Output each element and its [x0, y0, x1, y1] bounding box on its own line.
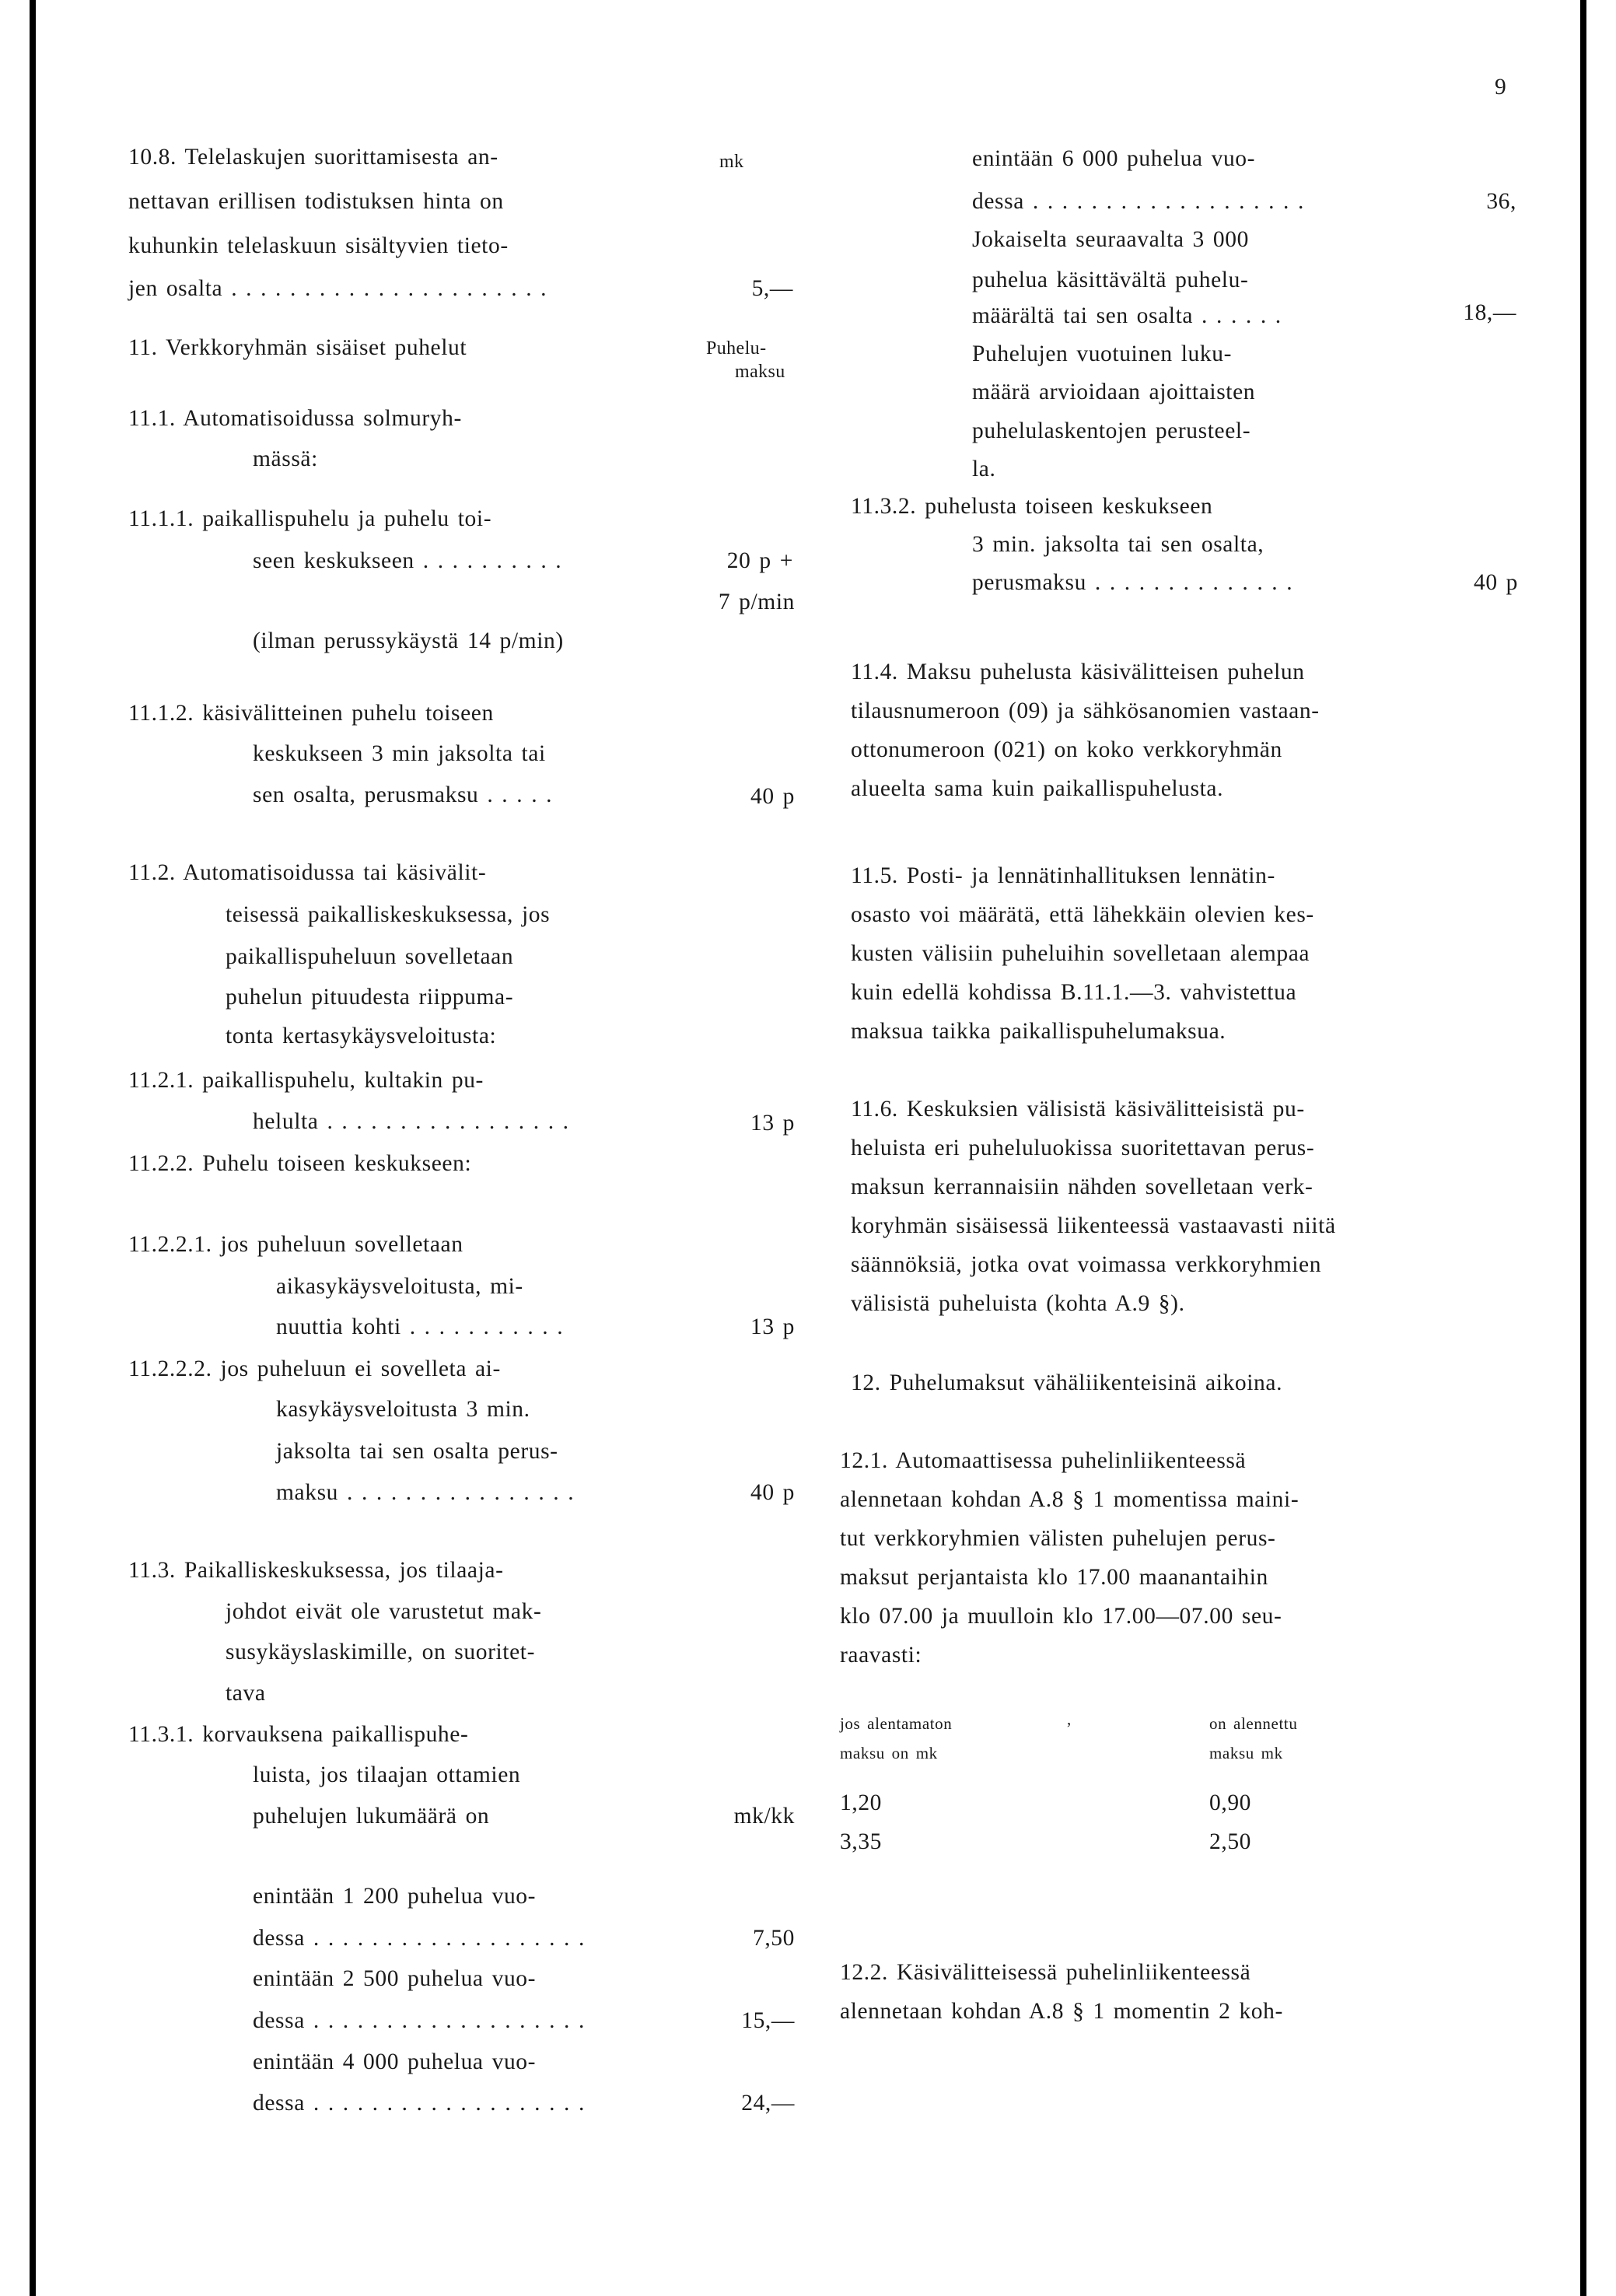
section-11-1-1-line: seen keskukseen . . . . . . . . . .	[253, 548, 562, 573]
section-11-4-line: alueelta sama kuin paikallispuhelusta.	[851, 776, 1224, 801]
rates-col2-header-line1: on alennettu	[1209, 1714, 1298, 1733]
right-scan-border	[1580, 0, 1586, 2296]
section-12-1-line: raavasti:	[840, 1643, 922, 1668]
section-11-2-2-1-line: aikasykäysveloitusta, mi-	[276, 1274, 523, 1299]
section-11-6-line: 11.6. Keskuksien välisistä käsivälitteisistä pu-	[851, 1097, 1305, 1122]
tier-1200-line: enintään 1 200 puhelua vuo-	[253, 1884, 537, 1909]
section-11-1-line: 11.1. Automatisoidussa solmuryh-	[128, 406, 462, 431]
section-11-3-2-line: 11.3.2. puhelusta toiseen keskukseen	[851, 494, 1213, 519]
tier-6000-line: dessa . . . . . . . . . . . . . . . . . . .	[972, 189, 1304, 214]
section-11-1-1-price: 20 p +	[726, 548, 793, 573]
section-11-2-line: 11.2. Automatisoidussa tai käsivälit-	[128, 860, 487, 885]
section-11-3-1-line: puhelujen lukumäärä on	[253, 1804, 490, 1829]
annual-note-line: puhelulaskentojen perusteel-	[972, 418, 1251, 443]
tier-2500-line: enintään 2 500 puhelua vuo-	[253, 1966, 537, 1991]
annual-note-line: la.	[972, 457, 996, 481]
section-11-3-1-line: luista, jos tilaajan ottamien	[253, 1762, 521, 1787]
each-next-line: Jokaiselta seuraavalta 3 000	[972, 227, 1249, 252]
rates-row-original: 1,20	[840, 1790, 883, 1815]
section-11-2-1-line: helulta . . . . . . . . . . . . . . . . .	[253, 1109, 569, 1134]
section-10-8-line: nettavan erillisen todistuksen hinta on	[128, 189, 504, 214]
puhelumaksu-header-line2: maksu	[735, 362, 785, 382]
section-11-3-2-line: 3 min. jaksolta tai sen osalta,	[972, 532, 1264, 557]
section-11-2-2-2-line: 11.2.2.2. jos puheluun ei sovelleta ai-	[128, 1356, 501, 1381]
section-11-1-line: mässä:	[253, 446, 318, 471]
tier-2500-line: dessa . . . . . . . . . . . . . . . . . . .	[253, 2008, 585, 2033]
section-11-2-2-line: 11.2.2. Puhelu toiseen keskukseen:	[128, 1151, 472, 1176]
section-11-1-1-price-per-min: 7 p/min	[718, 590, 795, 614]
section-10-8-line: kuhunkin telelaskuun sisältyvien tieto-	[128, 233, 509, 258]
section-10-8-line: jen osalta . . . . . . . . . . . . . . . . . . . . . .	[128, 276, 547, 301]
annual-note-line: Puhelujen vuotuinen luku-	[972, 341, 1232, 366]
left-scan-border	[30, 0, 36, 2296]
rates-row-reduced: 2,50	[1209, 1829, 1252, 1854]
section-11-2-line: puhelun pituudesta riippuma-	[226, 985, 514, 1010]
section-12-1-line: alennetaan kohdan A.8 § 1 momentissa maini-	[840, 1487, 1299, 1512]
rates-col1-header-line2: maksu on mk	[840, 1744, 938, 1762]
each-next-price: 18,—	[1463, 300, 1516, 325]
tier-6000-price: 36,	[1486, 189, 1516, 214]
section-12-2-line: 12.2. Käsivälitteisessä puhelinliikenteessä	[840, 1960, 1251, 1985]
rates-row-original: 3,35	[840, 1829, 883, 1854]
section-11-2-2-1-line: nuuttia kohti . . . . . . . . . . .	[276, 1314, 564, 1339]
each-next-line: puhelua käsittävältä puhelu-	[972, 268, 1249, 292]
section-12-2-line: alennetaan kohdan A.8 § 1 momentin 2 koh-	[840, 1999, 1283, 2024]
section-11-5-line: osasto voi määrätä, että lähekkäin olevien kes-	[851, 902, 1314, 927]
tier-6000-line: enintään 6 000 puhelua vuo-	[972, 146, 1256, 171]
section-11-3-1-line: 11.3.1. korvauksena paikallispuhe-	[128, 1722, 469, 1747]
section-11-2-2-1-line: 11.2.2.1. jos puheluun sovelletaan	[128, 1232, 463, 1257]
section-11-1-2-price: 40 p	[750, 784, 795, 809]
section-11-1-2-line: 11.1.2. käsivälitteinen puhelu toiseen	[128, 701, 494, 726]
section-11-3-line: 11.3. Paikalliskeskuksessa, jos tilaaja-	[128, 1558, 504, 1583]
section-11-2-line: paikallispuheluun sovelletaan	[226, 944, 514, 969]
section-11-3-2-line: perusmaksu . . . . . . . . . . . . . .	[972, 570, 1293, 595]
section-11-4-line: 11.4. Maksu puhelusta käsivälitteisen puhelun	[851, 660, 1305, 684]
section-12-1-line: maksut perjantaista klo 17.00 maanantaihin	[840, 1565, 1268, 1590]
section-11-2-2-2-line: kasykäysveloitusta 3 min.	[276, 1397, 530, 1422]
rates-row-reduced: 0,90	[1209, 1790, 1252, 1815]
section-11-6-line: välisistä puheluista (kohta A.9 §).	[851, 1291, 1185, 1316]
section-11-1-1-line: 11.1.1. paikallispuhelu ja puhelu toi-	[128, 506, 492, 531]
tier-1200-price: 7,50	[752, 1926, 795, 1951]
section-11-6-line: maksun kerrannaisiin nähden sovelletaan verk-	[851, 1174, 1313, 1199]
section-11-2-2-2-line: maksu . . . . . . . . . . . . . . . .	[276, 1480, 575, 1505]
section-11-2-2-2-price: 40 p	[750, 1480, 795, 1505]
section-11-3-line: susykäyslaskimille, on suoritet-	[226, 1640, 536, 1664]
section-10-8-price: 5,—	[751, 276, 793, 301]
section-11-6-line: koryhmän sisäisessä liikenteessä vastaavasti niitä	[851, 1213, 1336, 1238]
section-12-title: 12. Puhelumaksut vähäliikenteisinä aikoina.	[851, 1370, 1283, 1395]
tier-1200-line: dessa . . . . . . . . . . . . . . . . . . .	[253, 1926, 585, 1951]
section-12-1-line: 12.1. Automaattisessa puhelinliikenteessä	[840, 1448, 1247, 1473]
section-11-2-line: teisessä paikalliskeskuksessa, jos	[226, 902, 551, 927]
section-10-8-line: 10.8. Telelaskujen suorittamisesta an-	[128, 145, 498, 170]
mk-column-header: mk	[719, 152, 744, 172]
rates-header-separator: ,	[1067, 1710, 1072, 1728]
page-number: 9	[1495, 75, 1507, 100]
section-11-1-2-line: keskukseen 3 min jaksolta tai	[253, 741, 546, 766]
tier-4000-line: enintään 4 000 puhelua vuo-	[253, 2049, 537, 2074]
section-11-2-2-1-price: 13 p	[750, 1314, 795, 1339]
section-11-1-2-line: sen osalta, perusmaksu . . . . .	[253, 782, 553, 807]
section-11-6-line: säännöksiä, jotka ovat voimassa verkkoryhmien	[851, 1252, 1322, 1277]
section-11-4-line: ottonumeroon (021) on koko verkkoryhmän	[851, 737, 1282, 762]
section-11-1-1-note: (ilman perussykäystä 14 p/min)	[253, 628, 564, 653]
section-11-3-2-price: 40 p	[1473, 570, 1518, 595]
section-11-2-line: tonta kertasykäysveloitusta:	[226, 1024, 497, 1048]
section-11-5-line: 11.5. Posti- ja lennätinhallituksen lennätin-	[851, 863, 1275, 888]
section-11-2-1-price: 13 p	[750, 1111, 795, 1136]
section-11-2-1-line: 11.2.1. paikallispuhelu, kultakin pu-	[128, 1068, 484, 1093]
puhelumaksu-header-line1: Puhelu-	[706, 338, 767, 359]
section-11-5-line: kuin edellä kohdissa B.11.1.—3. vahvistettua	[851, 980, 1297, 1005]
annual-note-line: määrä arvioidaan ajoittaisten	[972, 380, 1256, 404]
section-11-5-line: maksua taikka paikallispuhelumaksua.	[851, 1019, 1226, 1044]
rates-col2-header-line2: maksu mk	[1209, 1744, 1283, 1762]
section-12-1-line: tut verkkoryhmien välisten puhelujen perus-	[840, 1526, 1276, 1551]
section-11-2-2-2-line: jaksolta tai sen osalta perus-	[276, 1439, 558, 1464]
tier-4000-price: 24,—	[741, 2091, 795, 2116]
section-11-3-line: tava	[226, 1681, 266, 1706]
rates-col1-header-line1: jos alentamaton	[840, 1714, 953, 1733]
section-11-5-line: kusten välisiin puheluihin sovelletaan alempaa	[851, 941, 1310, 966]
section-11-3-line: johdot eivät ole varustetut mak-	[226, 1599, 542, 1624]
each-next-line: määrältä tai sen osalta . . . . . .	[972, 303, 1282, 328]
section-11-6-line: heluista eri puheluluokissa suoritettavan perus-	[851, 1136, 1315, 1160]
section-12-1-line: klo 07.00 ja muulloin klo 17.00—07.00 seu-	[840, 1604, 1282, 1629]
tier-4000-line: dessa . . . . . . . . . . . . . . . . . . .	[253, 2091, 585, 2116]
tier-2500-price: 15,—	[741, 2008, 795, 2033]
section-11-title: 11. Verkkoryhmän sisäiset puhelut	[128, 335, 467, 360]
section-11-3-1-unit: mk/kk	[733, 1804, 795, 1829]
section-11-4-line: tilausnumeroon (09) ja sähkösanomien vastaan-	[851, 698, 1320, 723]
